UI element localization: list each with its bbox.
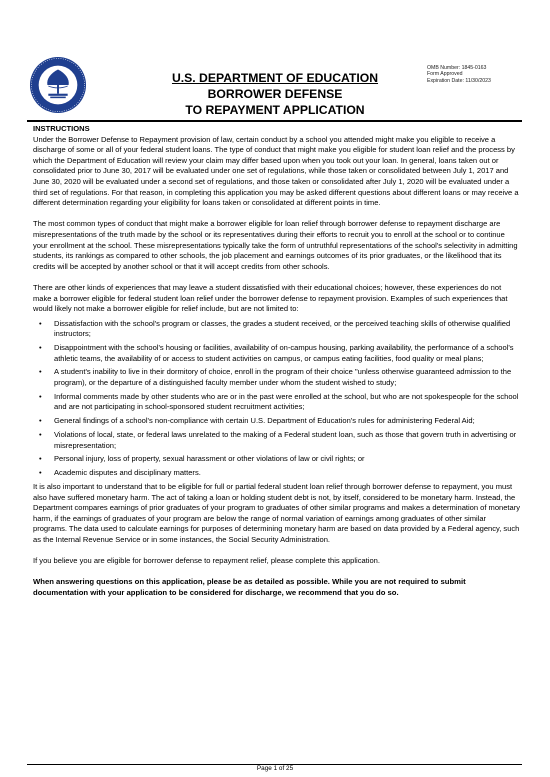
expiration-date: Expiration Date: 11/30/2023: [427, 77, 491, 84]
bullet-icon: •: [39, 367, 42, 377]
paragraph-monetary-harm: It is also important to understand that to be eligible for full or partial federal student loan relief through borrower defense to repayment, you must also have suffered monetary harm. The act of taking a loan or holding student debt is not, by itself, considered to be monetary harm. Instead, the Department compares earnings of prior graduates of your program to graduates of other similar programs and makes a determination of monetary harm, if the earnings of graduates of your program are below the range of normal variation of earnings among graduates of other similar programs. The data used to calculate earnings for purposes of determining monetary harm are based on data provided by a Federal agency, such as the Internal Revenue Service or in some instances, the Social Security Administration.: [33, 481, 521, 544]
list-item: • Academic disputes and disciplinary matters.: [39, 468, 201, 478]
header-divider: [27, 120, 522, 122]
bullet-icon: •: [39, 454, 42, 464]
bullet-icon: •: [39, 391, 42, 401]
page-number: Page 1 of 25: [256, 765, 294, 772]
form-title-line1: BORROWER DEFENSE: [207, 87, 343, 101]
paragraph-detail-note: When answering questions on this application, please be as detailed as possible. While you are not required to submit documentation with your application to be considered for discharge, we recommend that you do so.: [33, 577, 466, 598]
instructions-section: [33, 124, 521, 599]
list-item: • Dissatisfaction with the school's program or classes, the grades a student received, or the perceived teaching skills of otherwise qualified instructors;: [39, 318, 511, 339]
bullet-icon: •: [39, 468, 42, 478]
omb-number: OMB Number: 1845-0163: [427, 65, 487, 71]
bullet-icon: •: [39, 416, 42, 426]
list-item: • A student's inability to live in their dormitory of choice, enroll in the program of their choice "unless otherwise guaranteed admission to the program), or the departure of a distinguished faculty member under whom the student wished to study;: [39, 367, 512, 388]
list-item: • Informal comments made by other students who are or in the past were enrolled at the school, but who are not spokespeople for the school and are not participating in school-sponsored student recruitment activities;: [39, 391, 519, 412]
paragraph-other-experiences: There are other kinds of experiences that may leave a student dissatisfied with their educational choices; however, these experiences do not make a borrower eligible for federal student loan relief under the borrower defense to repayment provision. Examples of such experiences that would likely not make a borrower eligible for relief include, but are not limited to:: [33, 282, 508, 314]
form-approved: Form Approved: [427, 71, 463, 78]
list-item: • General findings of a school's non-compliance with certain U.S. Department of Education's rules for administering Federal Aid;: [39, 416, 475, 426]
bullet-icon: •: [39, 343, 42, 353]
bullet-icon: •: [39, 429, 42, 439]
list-item: • Disappointment with the school's housing or facilities, availability of on-campus housing, parking availability, the performance of a school's athletic teams, the availability of or access to student activities on campus, or campus eating facilities, food quality or meal plans;: [39, 343, 514, 363]
ineligible-examples-list: [33, 319, 521, 479]
form-title-line2: TO REPAYMENT APPLICATION: [185, 103, 365, 117]
bullet-icon: •: [39, 318, 42, 328]
paragraph-misrepresentations: The most common types of conduct that might make a borrower eligible for loan relief through borrower defense to repayment discharge are misrepresentations of the truth made by the school or its representatives during their efforts to recruit you to enroll at the school or to continue your enrollment at the school. These misrepresentations typically take the form of untruthful representations of the school's selectivity in admitting students, its rankings as compared to other schools, the job placement and earnings outcomes of its prior graduates, or the likelihood that its credits will be accepted by another school or that it will accept credits from other schools.: [33, 219, 518, 271]
department-of-education-seal-icon: [29, 56, 87, 114]
list-item: • Personal injury, loss of property, sexual harassment or other violations of law or civil rights; or: [39, 454, 365, 464]
paragraph-complete-application: If you believe you are eligible for borrower defense to repayment relief, please complete this application.: [33, 556, 380, 566]
omb-info: [427, 65, 491, 84]
paragraph-eligibility: Under the Borrower Defense to Repayment provision of law, certain conduct by a school you attended might make you eligible to receive a discharge of some or all of your federal student loans. The type of conduct that might make you eligible for student loan relief and the process by which the Department of Education will review your claim may differ based upon when you took out your loan. In general, loans taken out or consolidated prior to June 30, 2017 will be evaluated under one set of regulations, while those taken or consolidated between July 1, 2017 and June 30, 2020 will be evaluated under a second set of regulations, and those taken or consolidated after July 1, 2020 will be evaluated under a third set of regulations. For that reason, in completing this application you may be asked different questions about different loans or may receive a different determination regarding your eligibility for loans taken or consolidated at different points in time.: [33, 134, 519, 208]
form-title-block: [110, 70, 440, 118]
instructions-heading: INSTRUCTIONS: [33, 124, 90, 133]
list-item: • Violations of local, state, or federal laws unrelated to the making of a Federal student loan, such as those that govern truth in advertising or misrepresentation;: [39, 429, 517, 450]
department-name: U.S. DEPARTMENT OF EDUCATION: [171, 71, 379, 85]
